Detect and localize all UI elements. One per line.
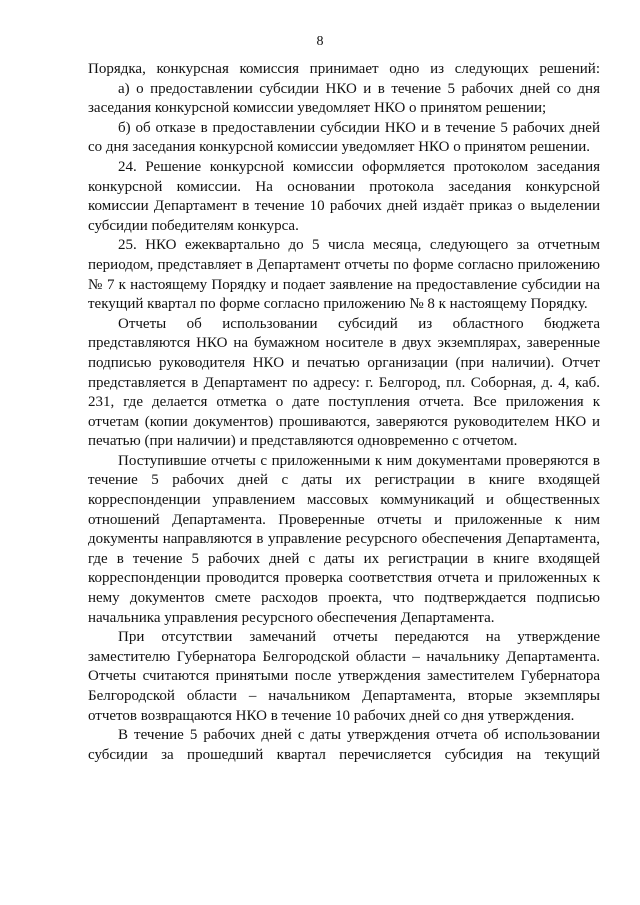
paragraph-reports-approval: При отсутствии замечаний отчеты передаются на утверждение заместителю Губернатора Белгородской области – начальнику Департамента. Отчеты считаются принятыми после утверждения заместителем Губернатора Белгородской области – начальником Департамента, вторые экземпляры отчетов возвращаются НКО в течение 10 рабочих дней со дня утверждения. <box>88 629 600 724</box>
page-number: 8 <box>316 34 324 49</box>
paragraph-continuation: Порядка, конкурсная комиссия принимает одно из следующих решений: <box>88 61 600 77</box>
paragraph-reports-review: Поступившие отчеты с приложенными к ним документами проверяются в течение 5 рабочих дней с даты их регистрации в книге входящей корреспонденции управлением массовых коммуникаций и общественных отношений Департамента. Проверенные отчеты и приложенные к ним документы направляются в управление ресурсного обеспечения Департамента, где в течение 5 рабочих дней с даты их регистрации в книге входящей корреспонденции проводится проверка соответствия отчета и приложенных к нему документов смете расходов проекта, что подтверждается подписью начальника управления ресурсного обеспечения Департамента. <box>88 452 600 626</box>
paragraph-option-a: а) о предоставлении субсидии НКО и в течение 5 рабочих дней со дня заседания конкурсной комиссии уведомляет НКО о принятом решении; <box>88 80 600 117</box>
paragraph-clause-25: 25. НКО ежеквартально до 5 числа месяца, следующего за отчетным периодом, представляет в Департамент отчеты по форме согласно приложению № 7 к настоящему Порядку и подает заявление на предоставление субсидии на текущий квартал по форме согласно приложению № 8 к настоящему Порядку. <box>88 237 600 313</box>
paragraph-clause-24: 24. Решение конкурсной комиссии оформляется протоколом заседания конкурсной комиссии. На основании протокола заседания конкурсной комиссии Департамент в течение 10 рабочих дней издаёт приказ о выделении субсидии победителям конкурса. <box>88 158 600 234</box>
paragraph-option-b: б) об отказе в предоставлении субсидии НКО и в течение 5 рабочих дней со дня заседания конкурсной комиссии уведомляет НКО о принятом решении. <box>88 119 600 156</box>
paragraph-reports-submission: Отчеты об использовании субсидий из областного бюджета представляются НКО на бумажном носителе в двух экземплярах, заверенные подписью руководителя НКО и печатью организации (при наличии). Отчет представляется в Департамент по адресу: г. Белгород, пл. Соборная, д. 4, каб. 231, где делается отметка о дате поступления отчета. Все приложения к отчетам (копии документов) прошиваются, заверяются руководителем НКО и печатью (при наличии) и представляются одновременно с отчетом. <box>88 315 600 450</box>
document-body <box>88 60 600 765</box>
paragraph-subsidy-transfer: В течение 5 рабочих дней с даты утверждения отчета об использовании субсидии за прошедший квартал перечисляется субсидия на текущий <box>88 727 600 763</box>
